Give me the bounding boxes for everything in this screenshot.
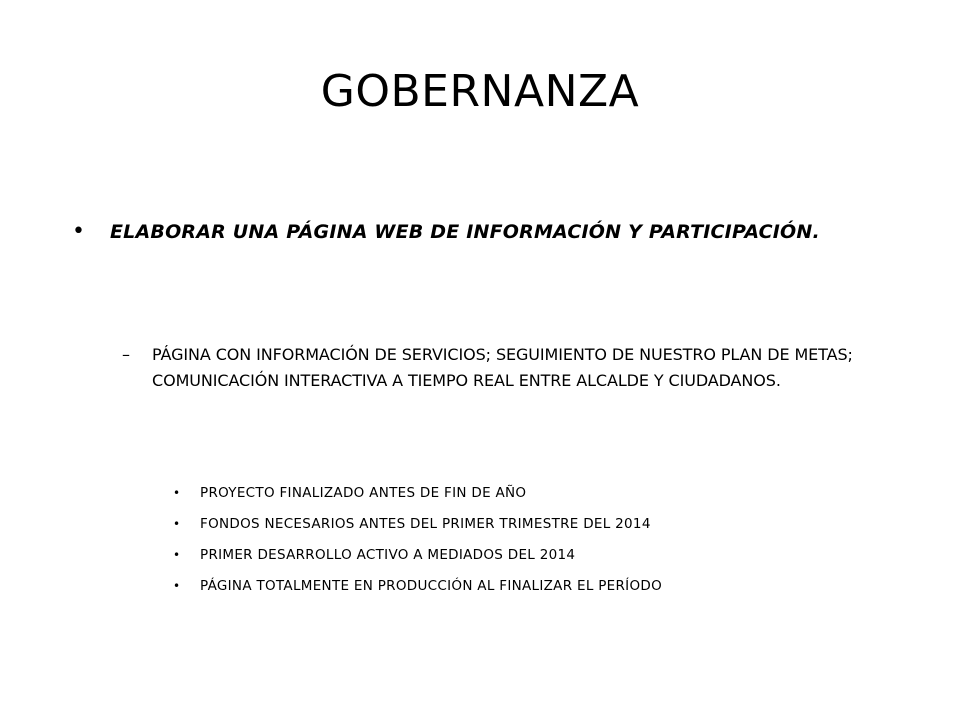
level2-text: PÁGINA CON INFORMACIÓN DE SERVICIOS; SEGUIMIENTO DE NUESTRO PLAN DE METAS; COMUNICACIÓN INTERACTIVA A TIEMPO REAL ENTRE ALCALDE Y CIUDADANOS. <box>152 345 853 390</box>
list-item <box>173 478 920 509</box>
list-item-text: PRIMER DESARROLLO ACTIVO A MEDIADOS DEL 2014 <box>200 547 576 563</box>
bullet-icon: • <box>173 579 181 593</box>
level1-bullet-item <box>72 215 850 249</box>
bullet-icon: • <box>173 548 181 562</box>
dash-bullet-icon: – <box>122 345 130 364</box>
list-item-text: FONDOS NECESARIOS ANTES DEL PRIMER TRIMESTRE DEL 2014 <box>200 516 651 532</box>
list-item-text: PÁGINA TOTALMENTE EN PRODUCCIÓN AL FINALIZAR EL PERÍODO <box>200 578 663 594</box>
bullet-icon: • <box>72 219 86 244</box>
list-item <box>173 571 920 602</box>
bullet-icon: • <box>173 486 181 500</box>
level3-bullet-list <box>173 478 920 602</box>
slide-title: GOBERNANZA <box>320 66 640 117</box>
level2-bullet-item <box>122 342 912 394</box>
list-item <box>173 540 920 571</box>
bullet-icon: • <box>173 517 181 531</box>
level1-text: ELABORAR UNA PÁGINA WEB DE INFORMACIÓN Y PARTICIPACIÓN. <box>110 221 820 243</box>
list-item-text: PROYECTO FINALIZADO ANTES DE FIN DE AÑO <box>200 485 527 501</box>
list-item <box>173 509 920 540</box>
